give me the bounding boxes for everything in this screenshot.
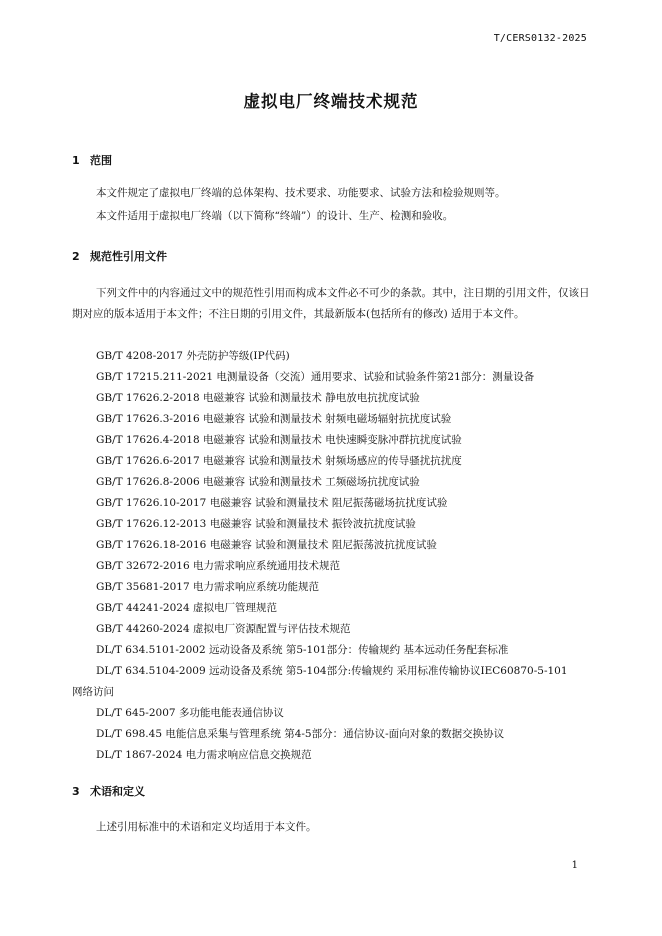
terms-paragraph: 上述引用标准中的术语和定义均适用于本文件。	[96, 821, 317, 833]
reference-code: GB/T 17626.6-2017	[96, 455, 200, 467]
document-title: 虚拟电厂终端技术规范	[243, 92, 419, 111]
reference-title: 电磁兼容 试验和测量技术 阻尼振荡波抗扰度试验	[209, 539, 437, 551]
reference-title: 多功能电能表通信协议	[178, 707, 284, 719]
reference-code: GB/T 17626.3-2016	[96, 413, 200, 425]
reference-item	[96, 390, 420, 405]
section-heading-terms	[72, 783, 145, 799]
reference-title: 电磁兼容 试验和测量技术 工频磁场抗扰度试验	[203, 476, 420, 488]
reference-item	[96, 558, 340, 573]
reference-title: 电能信息采集与管理系统 第4-5部分：通信协议-面向对象的数据交换协议	[165, 728, 505, 740]
reference-title: 电磁兼容 试验和测量技术 阻尼振荡磁场抗扰度试验	[209, 497, 448, 509]
reference-item	[96, 348, 290, 363]
reference-title: 远动设备及系统 第5-101部分：传输规约 基本远动任务配套标准	[208, 644, 509, 656]
reference-code: GB/T 17626.18-2016	[96, 539, 207, 551]
reference-code: GB/T 17626.12-2013	[96, 518, 207, 530]
scope-paragraph-2: 本文件适用于虚拟电厂终端（以下简称“终端”）的设计、生产、检测和验收。	[96, 210, 454, 222]
reference-code: GB/T 17626.2-2018	[96, 392, 200, 404]
reference-item	[96, 621, 351, 636]
reference-item	[96, 642, 508, 657]
section-heading-scope	[72, 152, 112, 168]
reference-item	[96, 663, 568, 678]
reference-item	[96, 369, 534, 384]
reference-title: 电磁兼容 试验和测量技术 射频场感应的传导骚扰抗扰度	[203, 455, 462, 467]
reference-item	[96, 747, 312, 762]
reference-title: 虚拟电厂管理规范	[193, 602, 277, 614]
section-number: 1	[72, 154, 80, 167]
reference-code: DL/T 634.5101-2002	[96, 644, 206, 656]
reference-title: 虚拟电厂资源配置与评估技术规范	[193, 623, 351, 635]
reference-code: GB/T 44260-2024	[96, 623, 190, 635]
reference-code: GB/T 17215.211-2021	[96, 371, 214, 383]
reference-item-continuation: 网络访问	[72, 686, 114, 698]
reference-title: 电磁兼容 试验和测量技术 射频电磁场辐射抗扰度试验	[203, 413, 452, 425]
section-number: 2	[72, 250, 80, 263]
reference-code: GB/T 17626.10-2017	[96, 497, 207, 509]
reference-item	[96, 579, 319, 594]
section-number: 3	[72, 785, 80, 798]
normative-intro-paragraph: 下列文件中的内容通过文中的规范性引用而构成本文件必不可少的条款。其中，注日期的引用文件，仅该日期对应的版本适用于本文件；不注日期的引用文件，其最新版本(包括所有的修改) 适用于本文件。	[72, 287, 590, 320]
reference-item	[96, 453, 462, 468]
reference-item	[96, 705, 284, 720]
reference-item	[96, 726, 504, 741]
reference-code: GB/T 17626.4-2018	[96, 434, 200, 446]
reference-code: DL/T 1867-2024	[96, 749, 183, 761]
reference-title: 远动设备及系统 第5-104部分:传输规约 采用标准传输协议IEC60870-5-101	[208, 665, 568, 677]
scope-paragraph-1: 本文件规定了虚拟电厂终端的总体架构、技术要求、功能要求、试验方法和检验规则等。	[96, 187, 506, 199]
reference-code: DL/T 634.5104-2009	[96, 665, 206, 677]
section-title: 范围	[90, 154, 112, 167]
page-number: 1	[571, 860, 578, 871]
reference-title: 电测量设备（交流）通用要求、试验和试验条件第21部分：测量设备	[216, 371, 535, 383]
standard-code: T/CERS0132-2025	[493, 33, 587, 44]
reference-title: 电力需求响应系统通用技术规范	[193, 560, 340, 572]
reference-item	[96, 474, 420, 489]
reference-title: 电力需求响应信息交换规范	[185, 749, 312, 761]
reference-code: GB/T 35681-2017	[96, 581, 190, 593]
reference-title: 电磁兼容 试验和测量技术 振铃波抗扰度试验	[209, 518, 416, 530]
reference-code: DL/T 645-2007	[96, 707, 176, 719]
reference-item	[96, 600, 277, 615]
reference-code: GB/T 44241-2024	[96, 602, 190, 614]
reference-title: 外壳防护等级(IP代码)	[186, 350, 290, 362]
reference-code: GB/T 32672-2016	[96, 560, 190, 572]
reference-item	[96, 411, 451, 426]
reference-item	[96, 495, 447, 510]
reference-code: GB/T 4208-2017	[96, 350, 183, 362]
reference-item	[96, 537, 437, 552]
reference-title: 电磁兼容 试验和测量技术 静电放电抗扰度试验	[203, 392, 420, 404]
reference-title: 电力需求响应系统功能规范	[193, 581, 319, 593]
reference-code: DL/T 698.45	[96, 728, 163, 740]
section-heading-normative-references	[72, 248, 167, 264]
reference-code: GB/T 17626.8-2006	[96, 476, 200, 488]
section-title: 规范性引用文件	[90, 250, 167, 263]
reference-item	[96, 432, 462, 447]
reference-item	[96, 516, 416, 531]
reference-title: 电磁兼容 试验和测量技术 电快速瞬变脉冲群抗扰度试验	[203, 434, 462, 446]
section-title: 术语和定义	[90, 785, 145, 798]
